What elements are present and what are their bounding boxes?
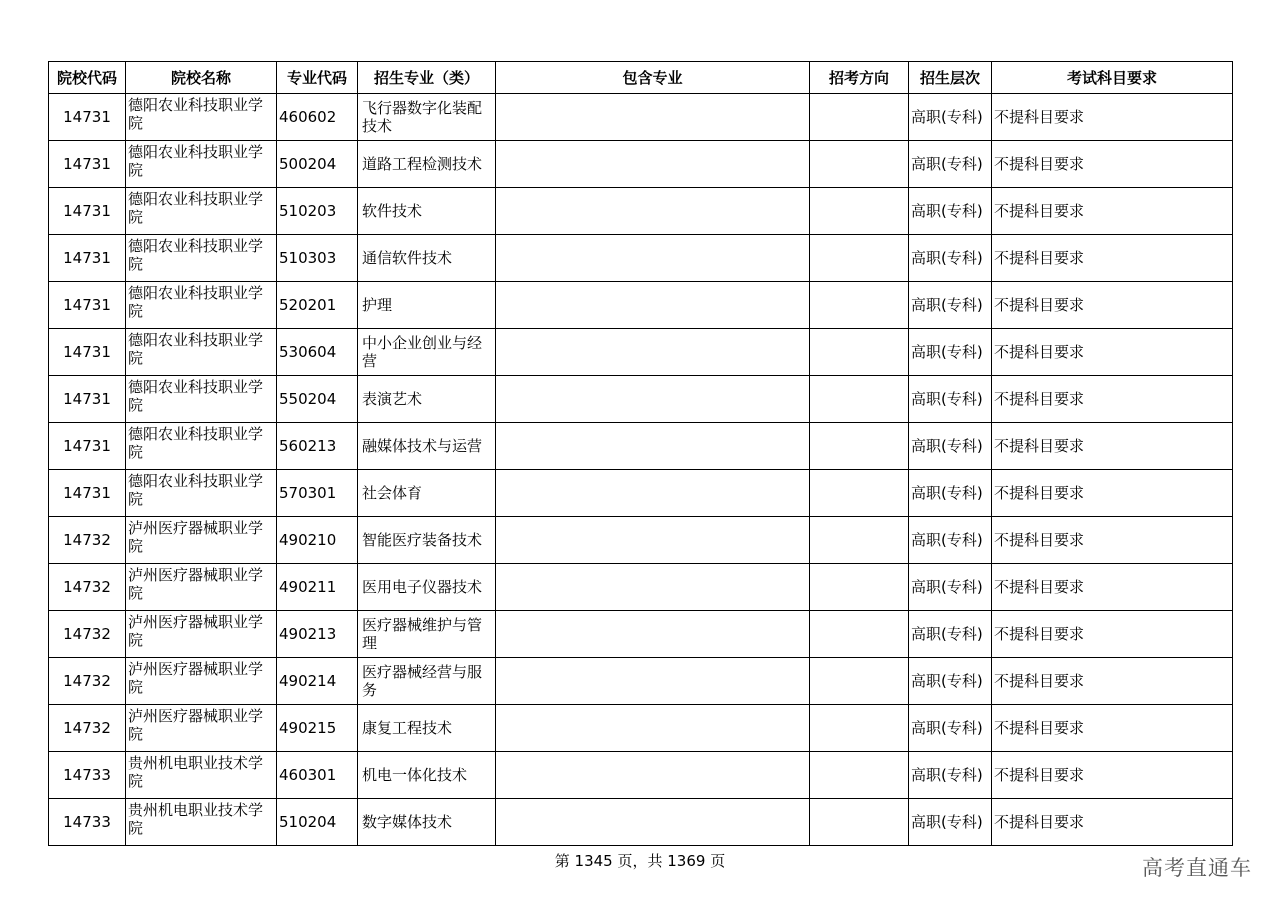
cell-major: 软件技术	[358, 188, 496, 235]
cell-level: 高职(专科)	[909, 752, 992, 799]
cell-school-name: 德阳农业科技职业学院	[126, 329, 277, 376]
cell-level: 高职(专科)	[909, 470, 992, 517]
cell-school-name: 德阳农业科技职业学院	[126, 188, 277, 235]
table-row	[49, 611, 1233, 658]
cell-level: 高职(专科)	[909, 423, 992, 470]
cell-included-majors	[496, 470, 810, 517]
cell-school-name: 德阳农业科技职业学院	[126, 94, 277, 141]
cell-level: 高职(专科)	[909, 658, 992, 705]
cell-major: 智能医疗装备技术	[358, 517, 496, 564]
cell-subject-requirement: 不提科目要求	[992, 141, 1233, 188]
cell-school-code: 14732	[49, 564, 126, 611]
table-row	[49, 658, 1233, 705]
cell-school-code: 14731	[49, 470, 126, 517]
cell-direction	[810, 658, 909, 705]
table-row	[49, 423, 1233, 470]
cell-direction	[810, 423, 909, 470]
cell-major-code: 530604	[277, 329, 358, 376]
header-included-majors: 包含专业	[496, 62, 810, 94]
cell-school-name: 泸州医疗器械职业学院	[126, 611, 277, 658]
table-row	[49, 329, 1233, 376]
cell-level: 高职(专科)	[909, 517, 992, 564]
table-row	[49, 188, 1233, 235]
cell-major-code: 510204	[277, 799, 358, 846]
cell-school-code: 14731	[49, 188, 126, 235]
cell-school-code: 14731	[49, 329, 126, 376]
cell-direction	[810, 282, 909, 329]
cell-direction	[810, 517, 909, 564]
cell-school-name: 泸州医疗器械职业学院	[126, 517, 277, 564]
cell-major: 中小企业创业与经营	[358, 329, 496, 376]
cell-subject-requirement: 不提科目要求	[992, 282, 1233, 329]
cell-included-majors	[496, 564, 810, 611]
cell-included-majors	[496, 188, 810, 235]
cell-school-name: 德阳农业科技职业学院	[126, 376, 277, 423]
cell-school-code: 14731	[49, 282, 126, 329]
cell-direction	[810, 329, 909, 376]
cell-included-majors	[496, 141, 810, 188]
cell-major: 康复工程技术	[358, 705, 496, 752]
cell-level: 高职(专科)	[909, 282, 992, 329]
cell-school-code: 14731	[49, 141, 126, 188]
cell-included-majors	[496, 658, 810, 705]
cell-level: 高职(专科)	[909, 564, 992, 611]
table-row	[49, 235, 1233, 282]
cell-major-code: 490211	[277, 564, 358, 611]
cell-included-majors	[496, 611, 810, 658]
table-row	[49, 470, 1233, 517]
cell-school-name: 德阳农业科技职业学院	[126, 423, 277, 470]
cell-subject-requirement: 不提科目要求	[992, 376, 1233, 423]
cell-direction	[810, 470, 909, 517]
cell-subject-requirement: 不提科目要求	[992, 611, 1233, 658]
cell-level: 高职(专科)	[909, 705, 992, 752]
cell-major: 社会体育	[358, 470, 496, 517]
header-major-code: 专业代码	[277, 62, 358, 94]
cell-school-name: 贵州机电职业技术学院	[126, 752, 277, 799]
cell-level: 高职(专科)	[909, 235, 992, 282]
cell-school-name: 泸州医疗器械职业学院	[126, 705, 277, 752]
cell-major: 道路工程检测技术	[358, 141, 496, 188]
cell-included-majors	[496, 235, 810, 282]
table-row	[49, 705, 1233, 752]
cell-direction	[810, 376, 909, 423]
cell-major-code: 490215	[277, 705, 358, 752]
table-header-row	[49, 62, 1233, 94]
cell-school-code: 14732	[49, 611, 126, 658]
cell-major: 医疗器械经营与服务	[358, 658, 496, 705]
table-row	[49, 282, 1233, 329]
cell-major-code: 460602	[277, 94, 358, 141]
table-row	[49, 752, 1233, 799]
cell-major-code: 500204	[277, 141, 358, 188]
header-major: 招生专业（类）	[358, 62, 496, 94]
header-subject-requirement: 考试科目要求	[992, 62, 1233, 94]
watermark: 高考直通车	[1142, 856, 1252, 880]
table-row	[49, 799, 1233, 846]
cell-included-majors	[496, 517, 810, 564]
cell-major-code: 510303	[277, 235, 358, 282]
cell-level: 高职(专科)	[909, 94, 992, 141]
cell-major: 飞行器数字化装配技术	[358, 94, 496, 141]
cell-included-majors	[496, 423, 810, 470]
cell-school-name: 泸州医疗器械职业学院	[126, 564, 277, 611]
cell-school-code: 14732	[49, 705, 126, 752]
cell-subject-requirement: 不提科目要求	[992, 658, 1233, 705]
cell-subject-requirement: 不提科目要求	[992, 752, 1233, 799]
cell-subject-requirement: 不提科目要求	[992, 705, 1233, 752]
cell-direction	[810, 141, 909, 188]
cell-level: 高职(专科)	[909, 611, 992, 658]
page-number: 第 1345 页，共 1369 页	[554, 852, 726, 870]
cell-major: 通信软件技术	[358, 235, 496, 282]
cell-major: 表演艺术	[358, 376, 496, 423]
cell-level: 高职(专科)	[909, 799, 992, 846]
cell-direction	[810, 235, 909, 282]
cell-subject-requirement: 不提科目要求	[992, 799, 1233, 846]
cell-school-name: 德阳农业科技职业学院	[126, 235, 277, 282]
header-direction: 招考方向	[810, 62, 909, 94]
cell-subject-requirement: 不提科目要求	[992, 188, 1233, 235]
cell-school-code: 14731	[49, 376, 126, 423]
cell-direction	[810, 752, 909, 799]
cell-level: 高职(专科)	[909, 329, 992, 376]
header-level: 招生层次	[909, 62, 992, 94]
cell-included-majors	[496, 329, 810, 376]
cell-school-name: 贵州机电职业技术学院	[126, 799, 277, 846]
cell-subject-requirement: 不提科目要求	[992, 329, 1233, 376]
cell-major-code: 560213	[277, 423, 358, 470]
cell-school-name: 德阳农业科技职业学院	[126, 282, 277, 329]
cell-subject-requirement: 不提科目要求	[992, 235, 1233, 282]
cell-subject-requirement: 不提科目要求	[992, 564, 1233, 611]
cell-direction	[810, 564, 909, 611]
cell-school-code: 14731	[49, 423, 126, 470]
header-school-name: 院校名称	[126, 62, 277, 94]
table-row	[49, 564, 1233, 611]
cell-level: 高职(专科)	[909, 376, 992, 423]
cell-subject-requirement: 不提科目要求	[992, 517, 1233, 564]
cell-direction	[810, 799, 909, 846]
cell-school-code: 14733	[49, 799, 126, 846]
cell-subject-requirement: 不提科目要求	[992, 470, 1233, 517]
table-row	[49, 141, 1233, 188]
cell-major-code: 570301	[277, 470, 358, 517]
cell-school-code: 14731	[49, 235, 126, 282]
cell-major-code: 520201	[277, 282, 358, 329]
admission-table	[48, 61, 1233, 846]
cell-level: 高职(专科)	[909, 188, 992, 235]
cell-subject-requirement: 不提科目要求	[992, 94, 1233, 141]
cell-major-code: 490213	[277, 611, 358, 658]
cell-school-name: 泸州医疗器械职业学院	[126, 658, 277, 705]
cell-major-code: 490214	[277, 658, 358, 705]
cell-subject-requirement: 不提科目要求	[992, 423, 1233, 470]
table-row	[49, 517, 1233, 564]
cell-school-code: 14732	[49, 658, 126, 705]
cell-included-majors	[496, 94, 810, 141]
cell-major: 机电一体化技术	[358, 752, 496, 799]
cell-major: 医疗器械维护与管理	[358, 611, 496, 658]
cell-school-name: 德阳农业科技职业学院	[126, 141, 277, 188]
cell-included-majors	[496, 705, 810, 752]
cell-included-majors	[496, 752, 810, 799]
cell-major: 医用电子仪器技术	[358, 564, 496, 611]
table-row	[49, 376, 1233, 423]
cell-major-code: 510203	[277, 188, 358, 235]
cell-major-code: 460301	[277, 752, 358, 799]
cell-major-code: 550204	[277, 376, 358, 423]
cell-included-majors	[496, 799, 810, 846]
cell-major-code: 490210	[277, 517, 358, 564]
cell-direction	[810, 611, 909, 658]
header-school-code: 院校代码	[49, 62, 126, 94]
cell-direction	[810, 705, 909, 752]
cell-school-code: 14732	[49, 517, 126, 564]
cell-major: 护理	[358, 282, 496, 329]
cell-direction	[810, 94, 909, 141]
cell-school-name: 德阳农业科技职业学院	[126, 470, 277, 517]
cell-direction	[810, 188, 909, 235]
cell-included-majors	[496, 282, 810, 329]
cell-school-code: 14731	[49, 94, 126, 141]
cell-level: 高职(专科)	[909, 141, 992, 188]
cell-school-code: 14733	[49, 752, 126, 799]
table-body	[49, 94, 1233, 846]
cell-included-majors	[496, 376, 810, 423]
table-row	[49, 94, 1233, 141]
cell-major: 融媒体技术与运营	[358, 423, 496, 470]
cell-major: 数字媒体技术	[358, 799, 496, 846]
